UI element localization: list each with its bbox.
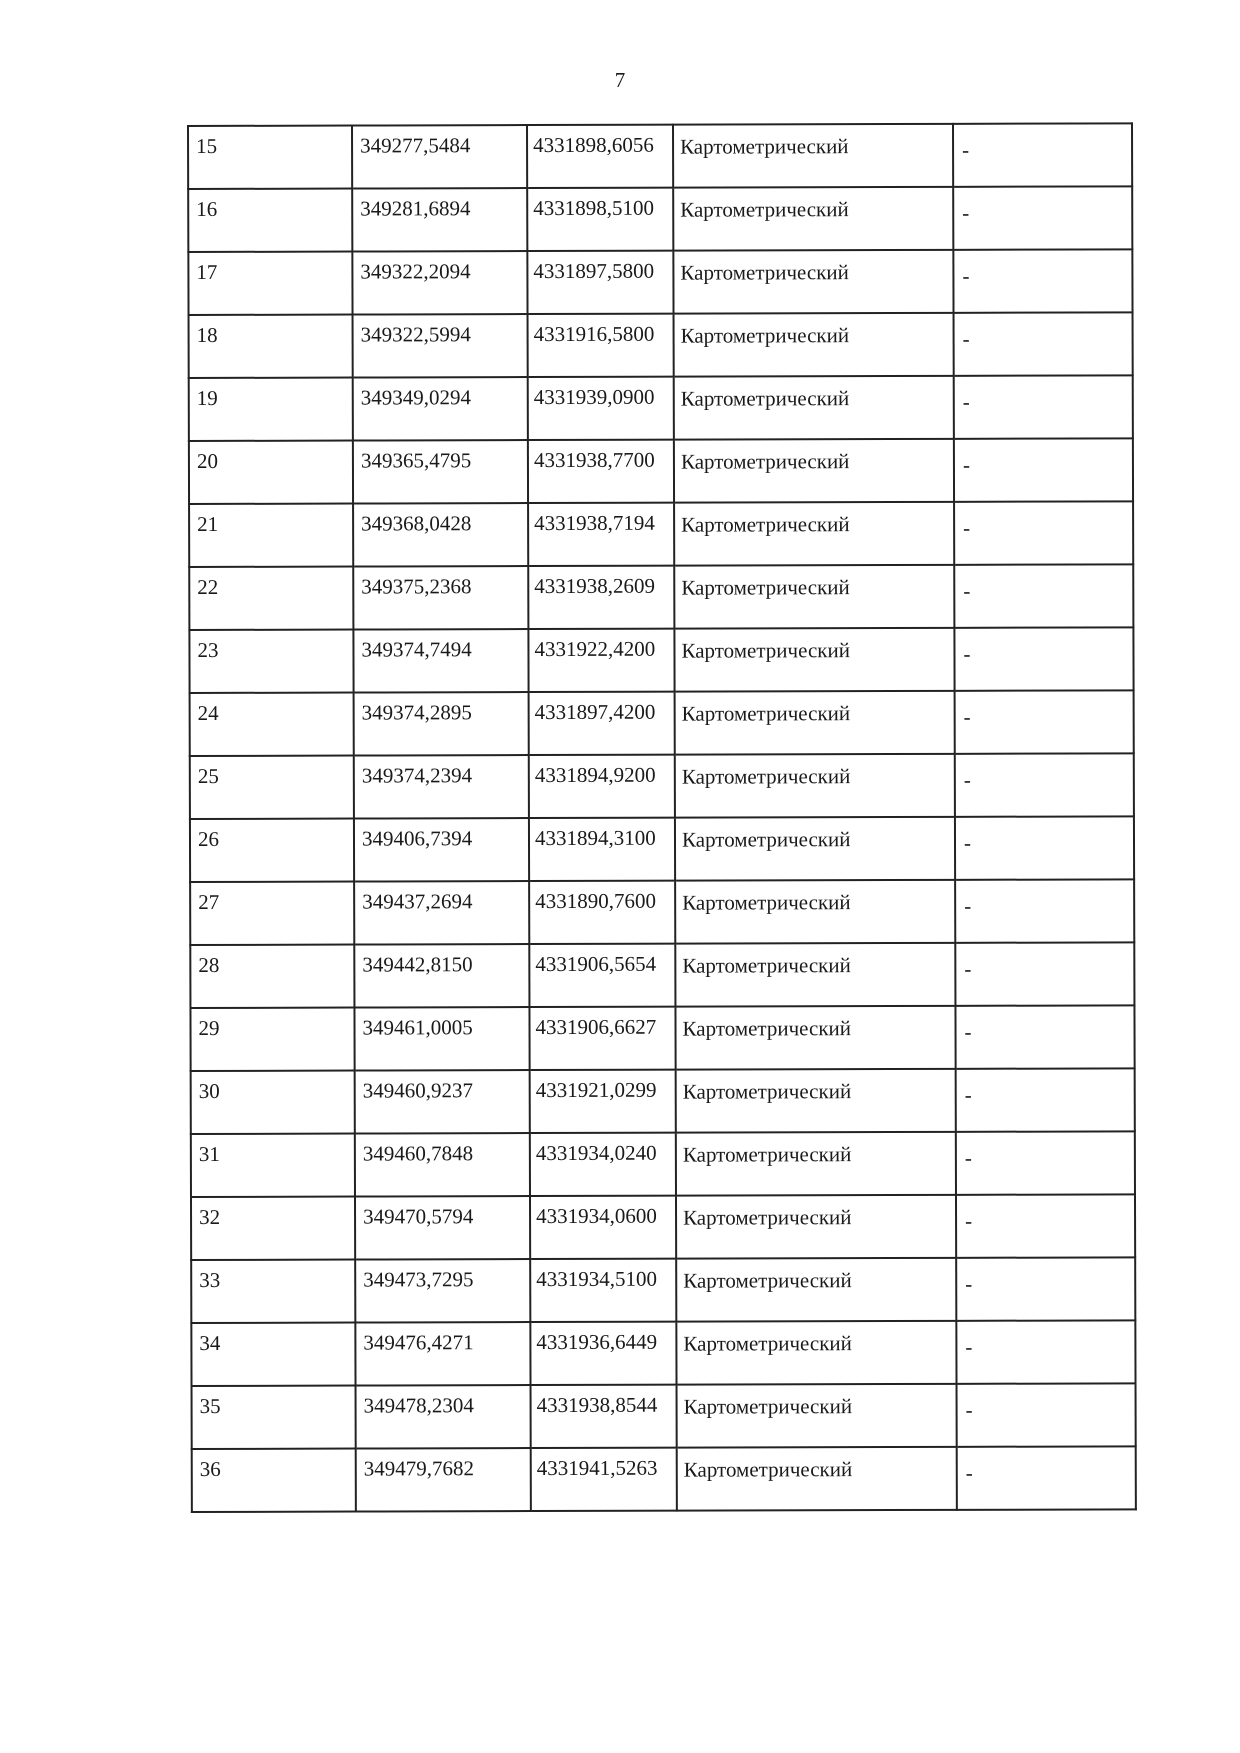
y-coordinate-cell: 4331934,0240 [530,1133,676,1196]
point-number-cell: 26 [190,819,354,882]
note-cell: - [953,186,1132,249]
point-number-cell: 28 [190,945,354,1008]
method-cell: Картометрический [677,1384,957,1448]
y-coordinate-cell: 4331897,4200 [529,692,675,755]
note-cell: - [955,1005,1134,1068]
x-coordinate-cell: 349461,0005 [354,1007,529,1070]
table-row [192,1446,1136,1512]
method-cell: Картометрический [675,691,955,755]
note-cell: - [955,879,1134,942]
table-row [191,1068,1135,1134]
point-number-cell: 22 [189,567,353,630]
x-coordinate-cell: 349349,0294 [353,377,528,440]
method-cell: Картометрический [676,1195,956,1259]
y-coordinate-cell: 4331934,5100 [530,1259,676,1322]
point-number-cell: 23 [189,630,353,693]
method-cell: Картометрический [677,1447,957,1511]
method-cell: Картометрический [674,565,954,629]
x-coordinate-cell: 349473,7295 [355,1259,530,1322]
point-number-cell: 20 [189,441,353,504]
note-cell: - [954,564,1133,627]
y-coordinate-cell: 4331922,4200 [528,629,674,692]
method-cell: Картометрический [676,1258,956,1322]
note-cell: - [955,816,1134,879]
x-coordinate-cell: 349375,2368 [353,566,528,629]
note-cell: - [955,942,1134,1005]
point-number-cell: 25 [190,756,354,819]
method-cell: Картометрический [675,817,955,881]
y-coordinate-cell: 4331938,7700 [528,440,674,503]
x-coordinate-cell: 349476,4271 [355,1322,530,1385]
note-cell: - [954,438,1133,501]
y-coordinate-cell: 4331890,7600 [529,881,675,944]
y-coordinate-cell: 4331894,3100 [529,818,675,881]
method-cell: Картометрический [675,754,955,818]
table-row [189,375,1133,441]
coordinates-table [187,122,1137,1513]
note-cell: - [956,1257,1135,1320]
note-cell: - [956,1194,1135,1257]
table-row [190,690,1134,756]
y-coordinate-cell: 4331938,8544 [531,1385,677,1448]
y-coordinate-cell: 4331898,6056 [527,125,673,188]
method-cell: Картометрический [674,502,954,566]
table-row [190,753,1134,819]
note-cell: - [954,312,1133,375]
table-row [188,186,1132,252]
x-coordinate-cell: 349470,5794 [355,1196,530,1259]
x-coordinate-cell: 349460,9237 [355,1070,530,1133]
y-coordinate-cell: 4331897,5800 [527,251,673,314]
note-cell: - [953,249,1132,312]
y-coordinate-cell: 4331938,2609 [528,566,674,629]
note-cell: - [955,690,1134,753]
note-cell: - [954,501,1133,564]
point-number-cell: 36 [192,1449,356,1512]
y-coordinate-cell: 4331906,5654 [529,944,675,1007]
y-coordinate-cell: 4331921,0299 [530,1070,676,1133]
y-coordinate-cell: 4331939,0900 [528,377,674,440]
method-cell: Картометрический [675,1006,955,1070]
x-coordinate-cell: 349479,7682 [356,1448,531,1511]
point-number-cell: 27 [190,882,354,945]
point-number-cell: 32 [191,1197,355,1260]
method-cell: Картометрический [673,124,953,188]
point-number-cell: 33 [191,1260,355,1323]
note-cell: - [956,1320,1135,1383]
x-coordinate-cell: 349322,5994 [353,314,528,377]
point-number-cell: 17 [188,252,352,315]
y-coordinate-cell: 4331906,6627 [529,1007,675,1070]
y-coordinate-cell: 4331938,7194 [528,503,674,566]
x-coordinate-cell: 349460,7848 [355,1133,530,1196]
point-number-cell: 18 [189,315,353,378]
table-row [189,312,1133,378]
table-row [189,438,1133,504]
method-cell: Картометрический [675,943,955,1007]
note-cell: - [954,627,1133,690]
y-coordinate-cell: 4331898,5100 [527,188,673,251]
table-row [189,501,1133,567]
x-coordinate-cell: 349374,2895 [354,692,529,755]
x-coordinate-cell: 349374,7494 [353,629,528,692]
note-cell: - [957,1446,1136,1509]
method-cell: Картометрический [674,313,954,377]
x-coordinate-cell: 349478,2304 [356,1385,531,1448]
x-coordinate-cell: 349374,2394 [354,755,529,818]
x-coordinate-cell: 349322,2094 [352,251,527,314]
point-number-cell: 31 [191,1134,355,1197]
table-row [189,627,1133,693]
note-cell: - [957,1383,1136,1446]
table-row [192,1383,1136,1449]
y-coordinate-cell: 4331941,5263 [531,1448,677,1511]
table-row [191,1194,1135,1260]
table-row [190,879,1134,945]
note-cell: - [956,1068,1135,1131]
point-number-cell: 15 [188,126,352,189]
point-number-cell: 24 [190,693,354,756]
point-number-cell: 19 [189,378,353,441]
point-number-cell: 29 [190,1008,354,1071]
x-coordinate-cell: 349442,8150 [354,944,529,1007]
point-number-cell: 34 [191,1323,355,1386]
y-coordinate-cell: 4331936,6449 [530,1322,676,1385]
method-cell: Картометрический [676,1132,956,1196]
table-row [188,249,1132,315]
point-number-cell: 30 [191,1071,355,1134]
y-coordinate-cell: 4331934,0600 [530,1196,676,1259]
table-row [188,123,1132,189]
method-cell: Картометрический [676,1069,956,1133]
method-cell: Картометрический [674,628,954,692]
note-cell: - [955,753,1134,816]
table-row [191,1257,1135,1323]
point-number-cell: 21 [189,504,353,567]
method-cell: Картометрический [676,1321,956,1385]
method-cell: Картометрический [674,376,954,440]
table-row [191,1131,1135,1197]
table-row [190,1005,1134,1071]
point-number-cell: 16 [188,189,352,252]
table-row [190,942,1134,1008]
method-cell: Картометрический [673,250,953,314]
x-coordinate-cell: 349365,4795 [353,440,528,503]
table-row [191,1320,1135,1386]
point-number-cell: 35 [192,1386,356,1449]
table-row [189,564,1133,630]
y-coordinate-cell: 4331916,5800 [528,314,674,377]
table-body [188,123,1136,1512]
x-coordinate-cell: 349281,6894 [352,188,527,251]
x-coordinate-cell: 349406,7394 [354,818,529,881]
y-coordinate-cell: 4331894,9200 [529,755,675,818]
x-coordinate-cell: 349277,5484 [352,125,527,188]
method-cell: Картометрический [674,439,954,503]
table-row [190,816,1134,882]
note-cell: - [953,123,1132,186]
page-number: 7 [614,68,626,92]
x-coordinate-cell: 349437,2694 [354,881,529,944]
method-cell: Картометрический [673,187,953,251]
method-cell: Картометрический [675,880,955,944]
note-cell: - [956,1131,1135,1194]
x-coordinate-cell: 349368,0428 [353,503,528,566]
note-cell: - [954,375,1133,438]
